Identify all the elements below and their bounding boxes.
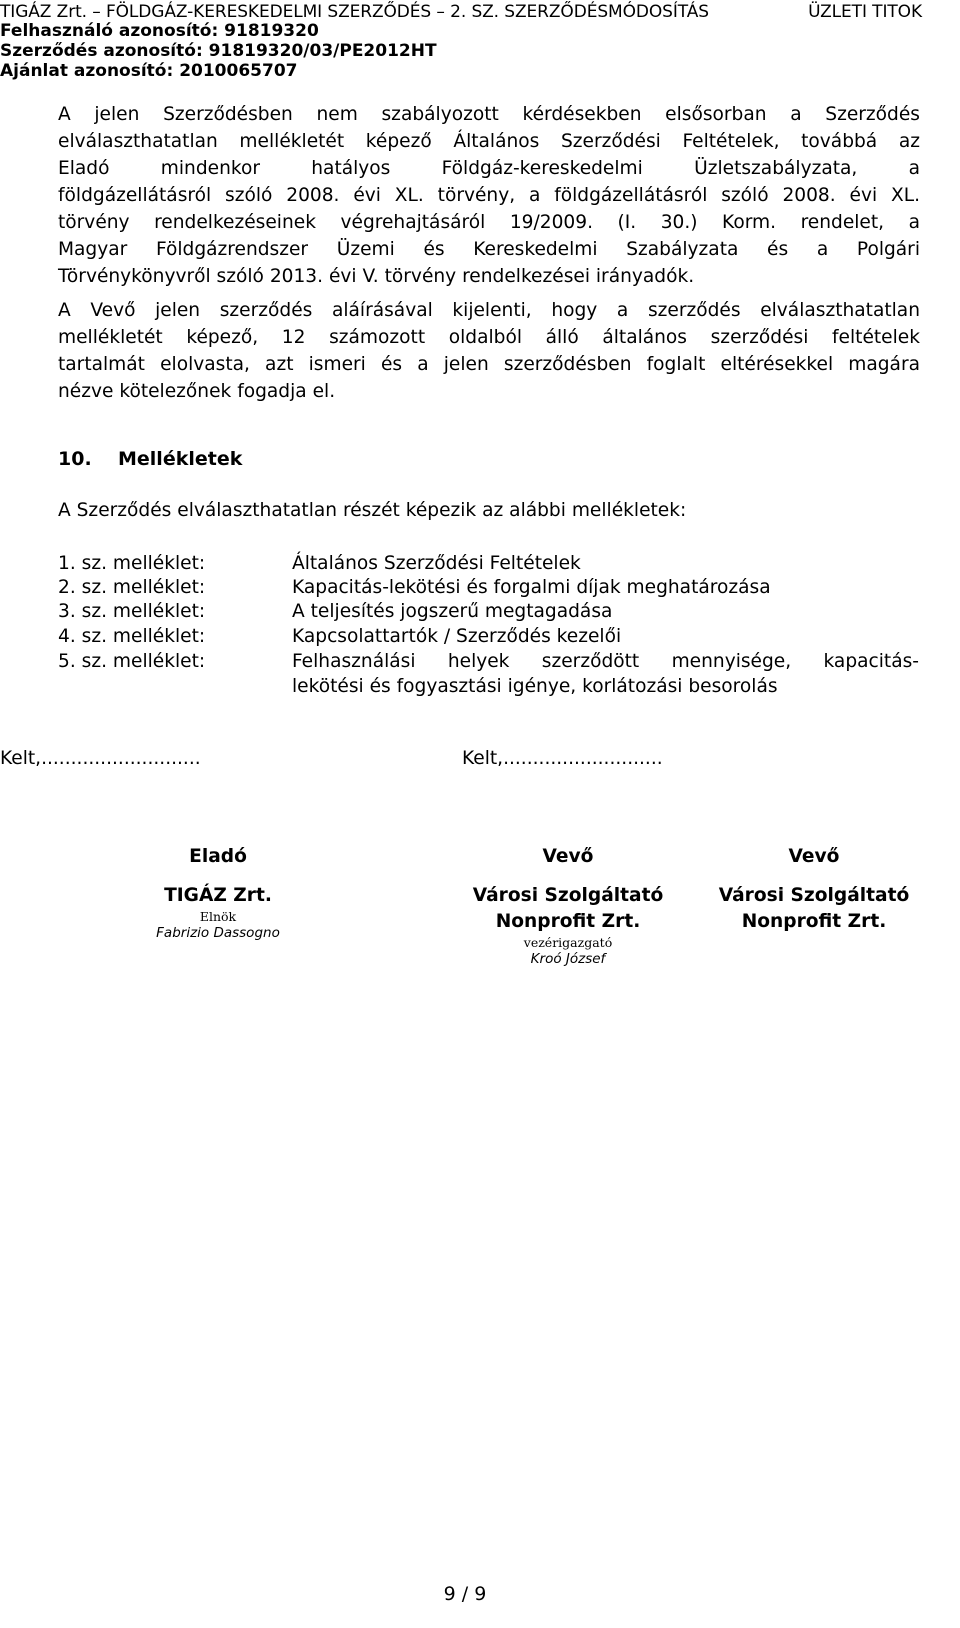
- signatory-name: Kroó József: [530, 951, 606, 967]
- annex-title: A teljesítés jogszerű megtagadása: [292, 601, 613, 622]
- annex-number: 4. sz. melléklet:: [58, 626, 206, 647]
- signatory-company: Városi Szolgáltató: [718, 885, 910, 906]
- header-contract-id: Szerződés azonosító: 91819320/03/PE2012HT: [0, 41, 437, 61]
- header-user-id: Felhasználó azonosító: 91819320: [0, 21, 319, 41]
- buyer-declaration-paragraph: [58, 297, 920, 405]
- page-number: 9 / 9: [443, 1583, 487, 1605]
- annex-title: Általános Szerződési Feltételek: [292, 553, 581, 574]
- signatory-title: vezérigazgató: [523, 935, 613, 950]
- annex-title: Kapacitás-lekötési és forgalmi díjak meghatározása: [292, 577, 771, 598]
- dated-line-buyer: Kelt,...........................: [462, 748, 663, 769]
- governing-law-paragraph: [58, 101, 920, 290]
- paragraph-line: mellékletét képező, 12 számozott oldalból álló általános szerződési feltételek: [58, 327, 920, 348]
- signature-block-seller: [118, 846, 318, 942]
- annex-title-line: lekötési és fogyasztási igénye, korlátozási besorolás: [292, 676, 778, 697]
- header-offer-id: Ajánlat azonosító: 2010065707: [0, 61, 298, 81]
- paragraph-line: tartalmát elolvasta, azt ismeri és a jelen szerződésben foglalt eltérésekkel magára: [58, 354, 920, 375]
- header-confidential-label: ÜZLETI TITOK: [808, 2, 922, 22]
- paragraph-line: Eladó mindenkor hatályos Földgáz-kereskedelmi Üzletszabályzata, a: [58, 158, 920, 179]
- paragraph-line: törvény rendelkezéseinek végrehajtásáról 19/2009. (I. 30.) Korm. rendelet, a: [58, 212, 920, 233]
- annex-number: 1. sz. melléklet:: [58, 553, 206, 574]
- signatory-company: Városi Szolgáltató: [472, 885, 664, 906]
- signatory-role: Vevő: [542, 846, 594, 867]
- signatory-role: Vevő: [788, 846, 840, 867]
- signatory-company: Nonprofit Zrt.: [741, 911, 887, 932]
- annex-title: [292, 649, 919, 699]
- paragraph-line: Törvénykönyvről szóló 2013. évi V. törvény rendelkezései irányadók.: [58, 266, 695, 287]
- annex-number: 5. sz. melléklet:: [58, 651, 206, 672]
- paragraph-line: földgázellátásról szóló 2008. évi XL. törvény, a földgázellátásról szóló 2008. évi XL.: [58, 185, 920, 206]
- signatory-company: TIGÁZ Zrt.: [164, 885, 272, 906]
- section-number: 10.: [58, 448, 92, 470]
- paragraph-line: A Vevő jelen szerződés aláírásával kijelenti, hogy a szerződés elválaszthatatlan: [58, 300, 920, 321]
- paragraph-line: Magyar Földgázrendszer Üzemi és Kereskedelmi Szabályzata és a Polgári: [58, 239, 920, 260]
- signatory-name: Fabrizio Dassogno: [156, 925, 280, 941]
- signatory-company: Nonprofit Zrt.: [495, 911, 641, 932]
- annex-number: 3. sz. melléklet:: [58, 601, 206, 622]
- annex-title: Kapcsolattartók / Szerződés kezelői: [292, 626, 622, 647]
- paragraph-line: nézve kötelezőnek fogadja el.: [58, 381, 336, 402]
- signature-block-buyer-1: [448, 846, 688, 968]
- annexes-intro: A Szerződés elválaszthatatlan részét képezik az alábbi mellékletek:: [58, 500, 687, 521]
- signatory-title: Elnök: [199, 909, 237, 924]
- paragraph-line: elválaszthatatlan mellékletét képező Általános Szerződési Feltételek, továbbá az: [58, 131, 920, 152]
- paragraph-line: A jelen Szerződésben nem szabályozott kérdésekben elsősorban a Szerződés: [58, 104, 920, 125]
- signatory-role: Eladó: [189, 846, 247, 867]
- section-title: Mellékletek: [118, 448, 243, 470]
- dated-line-seller: Kelt,...........................: [0, 748, 201, 769]
- annex-number: 2. sz. melléklet:: [58, 577, 206, 598]
- annex-title-line: Felhasználási helyek szerződött mennyisége, kapacitás-: [292, 651, 919, 672]
- signature-block-buyer-2: [694, 846, 934, 935]
- header-document-title: TIGÁZ Zrt. – FÖLDGÁZ-KERESKEDELMI SZERZŐDÉS – 2. SZ. SZERZŐDÉSMÓDOSÍTÁS: [0, 2, 709, 22]
